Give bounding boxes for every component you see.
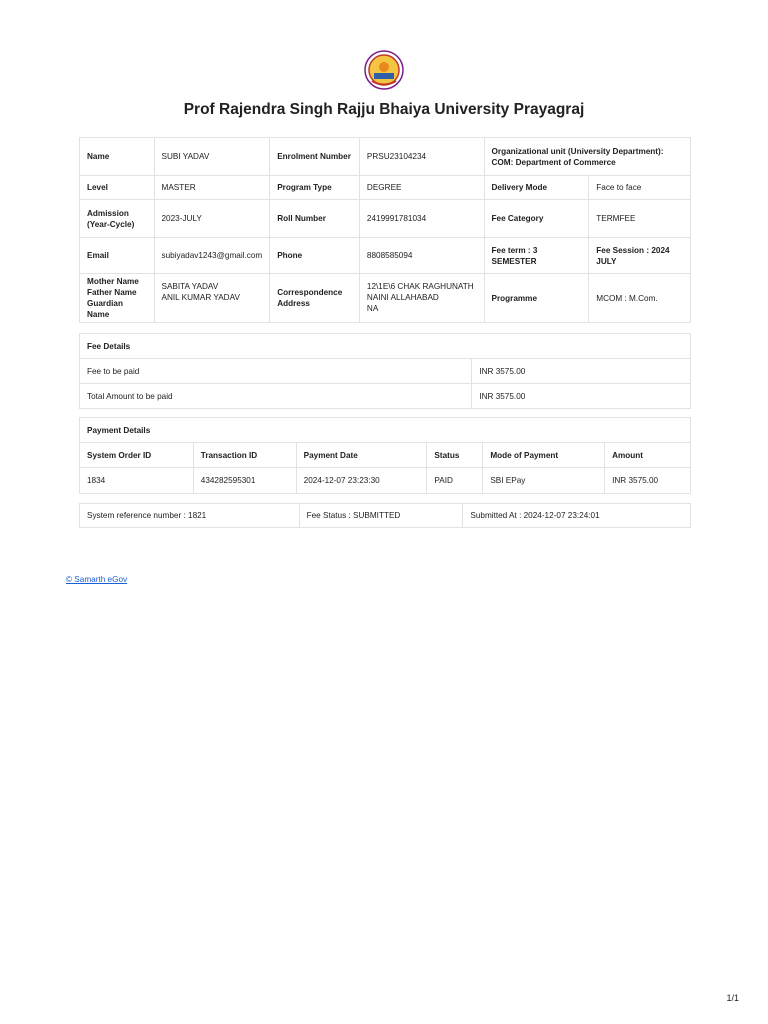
roll-label: Roll Number <box>270 200 360 238</box>
col-header: Status <box>427 443 483 468</box>
fee-row-value: INR 3575.00 <box>472 359 691 384</box>
mother-value: SABITA YADAV <box>161 282 219 291</box>
payment-date: 2024-12-07 23:23:30 <box>296 468 427 494</box>
programme-label: Programme <box>484 274 589 323</box>
transaction-id: 434282595301 <box>193 468 296 494</box>
fee-row-label: Total Amount to be paid <box>80 384 472 409</box>
address-line3: NA <box>366 304 379 313</box>
col-header: Payment Date <box>296 443 427 468</box>
address-value <box>359 274 484 323</box>
fee-category-label: Fee Category <box>484 200 589 238</box>
payment-details-title: Payment Details <box>80 418 691 443</box>
roll-value: 2419991781034 <box>359 200 484 238</box>
delivery-mode-value: Face to face <box>589 176 691 200</box>
col-header: Transaction ID <box>193 443 296 468</box>
programme-value: MCOM : M.Com. <box>589 274 691 323</box>
address-label <box>270 274 360 323</box>
delivery-mode-label: Delivery Mode <box>484 176 589 200</box>
father-label: Father Name <box>87 288 137 297</box>
parents-label <box>80 274 155 323</box>
fee-status: Fee Status : SUBMITTED <box>299 504 463 528</box>
col-header: Mode of Payment <box>483 443 605 468</box>
phone-value: 8808585094 <box>359 238 484 274</box>
email-value: subiyadav1243@gmail.com <box>154 238 270 274</box>
system-reference: System reference number : 1821 <box>80 504 300 528</box>
phone-label: Phone <box>270 238 360 274</box>
samarth-egov-link[interactable]: © Samarth eGov <box>66 575 128 584</box>
student-info-table <box>79 137 691 323</box>
fee-term: Fee term : 3 SEMESTER <box>484 238 589 274</box>
name-label: Name <box>80 138 155 176</box>
col-header: System Order ID <box>80 443 194 468</box>
father-value: ANIL KUMAR YADAV <box>161 293 240 302</box>
university-emblem-icon <box>364 50 404 90</box>
university-title: Prof Rajendra Singh Rajju Bhaiya University Prayagraj <box>183 101 585 118</box>
fee-session-line1: Fee Session : 2024 <box>596 245 670 255</box>
summary-table <box>79 503 691 528</box>
payment-mode: SBI EPay <box>483 468 605 494</box>
fee-row-label: Fee to be paid <box>80 359 472 384</box>
guardian-label: Guardian Name <box>87 299 123 319</box>
program-type-label: Program Type <box>270 176 360 200</box>
parents-value <box>154 274 270 323</box>
org-unit-cell <box>484 138 690 176</box>
enrolment-value: PRSU23104234 <box>359 138 484 176</box>
admission-label-line1: Admission <box>87 208 129 218</box>
admission-label-line2: (Year-Cycle) <box>87 219 135 229</box>
level-label: Level <box>80 176 155 200</box>
admission-value: 2023-JULY <box>154 200 270 238</box>
address-line2: NAINI ALLAHABAD <box>366 293 439 302</box>
org-unit-value: COM: Department of Commerce <box>491 157 616 167</box>
payment-amount: INR 3575.00 <box>605 468 691 494</box>
fee-details-title: Fee Details <box>80 334 691 359</box>
col-header: Amount <box>605 443 691 468</box>
address-label-line2: Address <box>277 299 310 308</box>
table-row <box>80 468 691 494</box>
program-type-value: DEGREE <box>359 176 484 200</box>
org-unit-label: Organizational unit (University Department): <box>491 146 664 156</box>
enrolment-label: Enrolment Number <box>270 138 360 176</box>
level-value: MASTER <box>154 176 270 200</box>
fee-row-value: INR 3575.00 <box>472 384 691 409</box>
submitted-at: Submitted At : 2024-12-07 23:24:01 <box>463 504 691 528</box>
mother-label: Mother Name <box>87 277 139 286</box>
fee-session-line2: JULY <box>596 256 617 266</box>
admission-label <box>80 200 155 238</box>
name-value: SUBI YADAV <box>154 138 270 176</box>
order-id: 1834 <box>80 468 194 494</box>
payment-status: PAID <box>427 468 483 494</box>
fee-details-table <box>79 333 691 409</box>
page-number: 1/1 <box>726 993 739 1003</box>
fee-session <box>589 238 691 274</box>
address-line1: 12\1E\6 CHAK RAGHUNATH <box>366 282 474 291</box>
payment-details-table <box>79 417 691 494</box>
email-label: Email <box>80 238 155 274</box>
address-label-line1: Correspondence <box>277 288 343 297</box>
fee-category-value: TERMFEE <box>589 200 691 238</box>
